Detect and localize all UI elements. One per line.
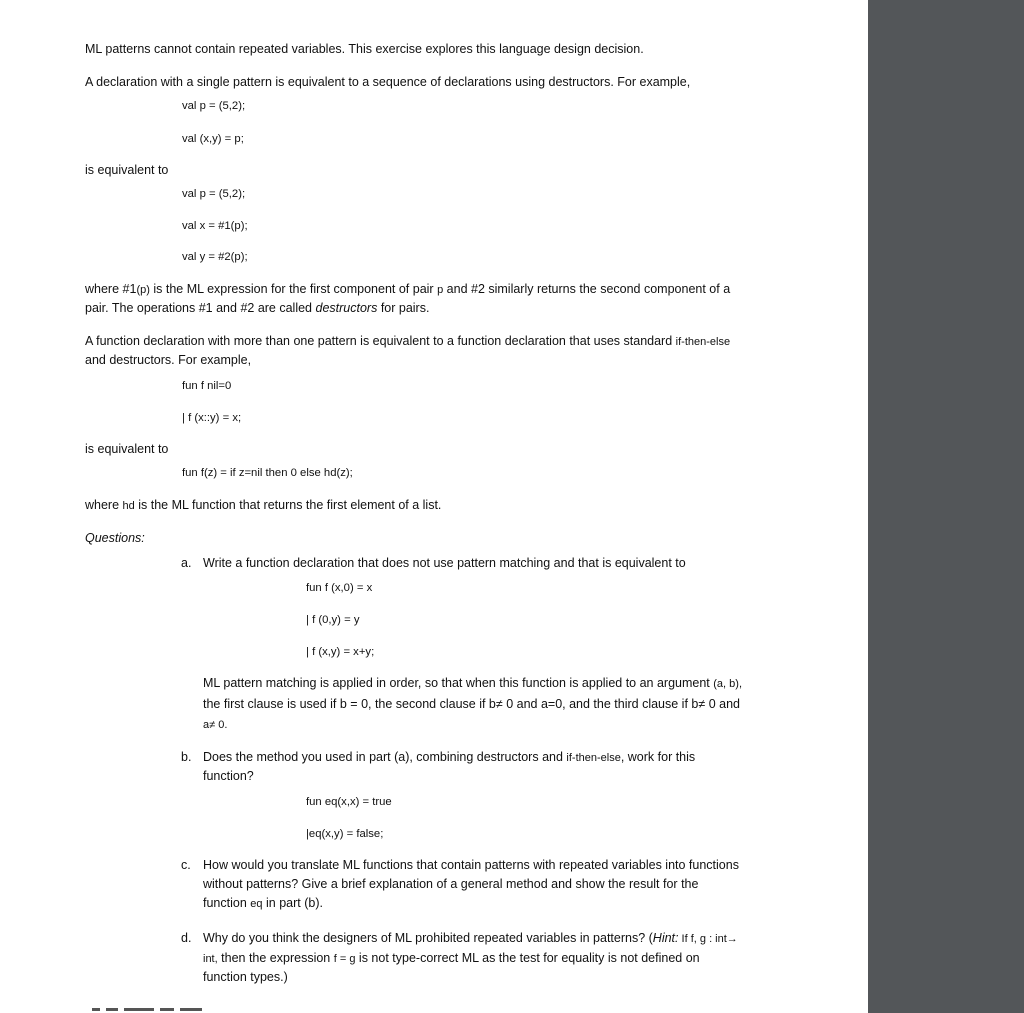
code-run: If f, g : int→ [678,933,738,945]
text-run: pair. The operations #1 and #2 are called [85,301,316,315]
question-c-text-line-1: How would you translate ML functions that contain patterns with repeated variables into functions [203,858,739,872]
code-line: val (x,y) = p; [182,133,244,145]
text-run: Why do you think the designers of ML prohibited repeated variables in patterns? ( [203,931,653,945]
text-run: then the expression [217,951,334,965]
code-run: f = g [333,953,356,965]
question-a-label: a. [181,556,192,570]
question-c-text-line-3 [203,894,323,914]
code-run: if-then-else [675,336,731,348]
text-run: is not type-correct ML as the test for equality is not defined on [355,951,700,965]
code-line: val p = (5,2); [182,100,246,112]
text-run: is the ML function that returns the first element of a list. [134,498,442,512]
text-run: , work for this [620,750,696,764]
text-run: function [203,896,251,910]
code-run: p [437,284,444,296]
text-run: where #1 [85,282,137,296]
question-a-text: Write a function declaration that does not use pattern matching and that is equivalent to [203,556,686,570]
code-line: |eq(x,y) = false; [306,828,384,840]
text-run: and #2 similarly returns the second component of a [443,282,731,296]
intro-paragraph-5 [85,496,441,516]
text-run: ML pattern matching is applied in order, so that when this function is applied to an argument [203,676,714,690]
code-run: int, [203,953,218,965]
question-a-note-line-2: the first clause is used if b = 0, the second clause if b≠ 0 and a=0, and the third clause if b≠ 0 and [203,697,740,711]
intro-paragraph-4-line-2: and destructors. For example, [85,353,252,367]
code-line: val x = #1(p); [182,220,248,232]
question-c-text-line-2: without patterns? Give a brief explanation of a general method and show the result for the [203,877,699,891]
code-line: val p = (5,2); [182,188,246,200]
question-b-text-line-2: function? [203,769,254,783]
questions-heading: Questions: [85,531,145,545]
viewer-background [868,0,1024,1013]
equivalence-text: is equivalent to [85,442,169,456]
intro-paragraph-1: ML patterns cannot contain repeated variables. This exercise explores this language design decision. [85,42,644,56]
code-line: fun f(z) = if z=nil then 0 else hd(z); [182,467,353,479]
code-run: eq [250,898,263,910]
text-run: is the ML expression for the first component of pair [149,282,438,296]
question-a-note-line-1 [203,674,742,694]
text-run: for pairs. [377,301,430,315]
question-a-note-line-3: a≠ 0. [203,719,228,731]
question-d-text-line-1 [203,929,738,949]
text-run: A function declaration with more than one pattern is equivalent to a function declaration that uses standard [85,334,676,348]
intro-paragraph-4-line-1 [85,332,730,352]
question-d-text-line-3: function types.) [203,970,288,984]
question-b-text-line-1 [203,748,695,768]
code-line: fun f nil=0 [182,380,232,392]
code-line: | f (0,y) = y [306,614,360,626]
intro-paragraph-3-line-1 [85,280,730,300]
question-d-label: d. [181,931,192,945]
code-run: (p) [136,284,150,296]
question-b-label: b. [181,750,192,764]
code-line: fun eq(x,x) = true [306,796,392,808]
text-run: Does the method you used in part (a), combining destructors and [203,750,567,764]
cut-off-text-fragment [92,1006,242,1013]
code-line: | f (x,y) = x+y; [306,646,375,658]
text-run: in part (b). [262,896,323,910]
code-line: val y = #2(p); [182,251,248,263]
text-run: where [85,498,123,512]
question-c-label: c. [181,858,191,872]
code-run: (a, b), [713,678,742,690]
code-line: | f (x::y) = x; [182,412,242,424]
intro-paragraph-2: A declaration with a single pattern is equivalent to a sequence of declarations using destructors. For example, [85,75,691,89]
emphasis-run: Hint: [652,931,679,945]
equivalence-text: is equivalent to [85,163,169,177]
code-line: fun f (x,0) = x [306,582,373,594]
intro-paragraph-3-line-2 [85,299,429,318]
emphasis-run: destructors [315,301,378,315]
code-run: hd [122,500,135,512]
code-run: if-then-else [566,752,621,764]
question-d-text-line-2 [203,949,700,969]
